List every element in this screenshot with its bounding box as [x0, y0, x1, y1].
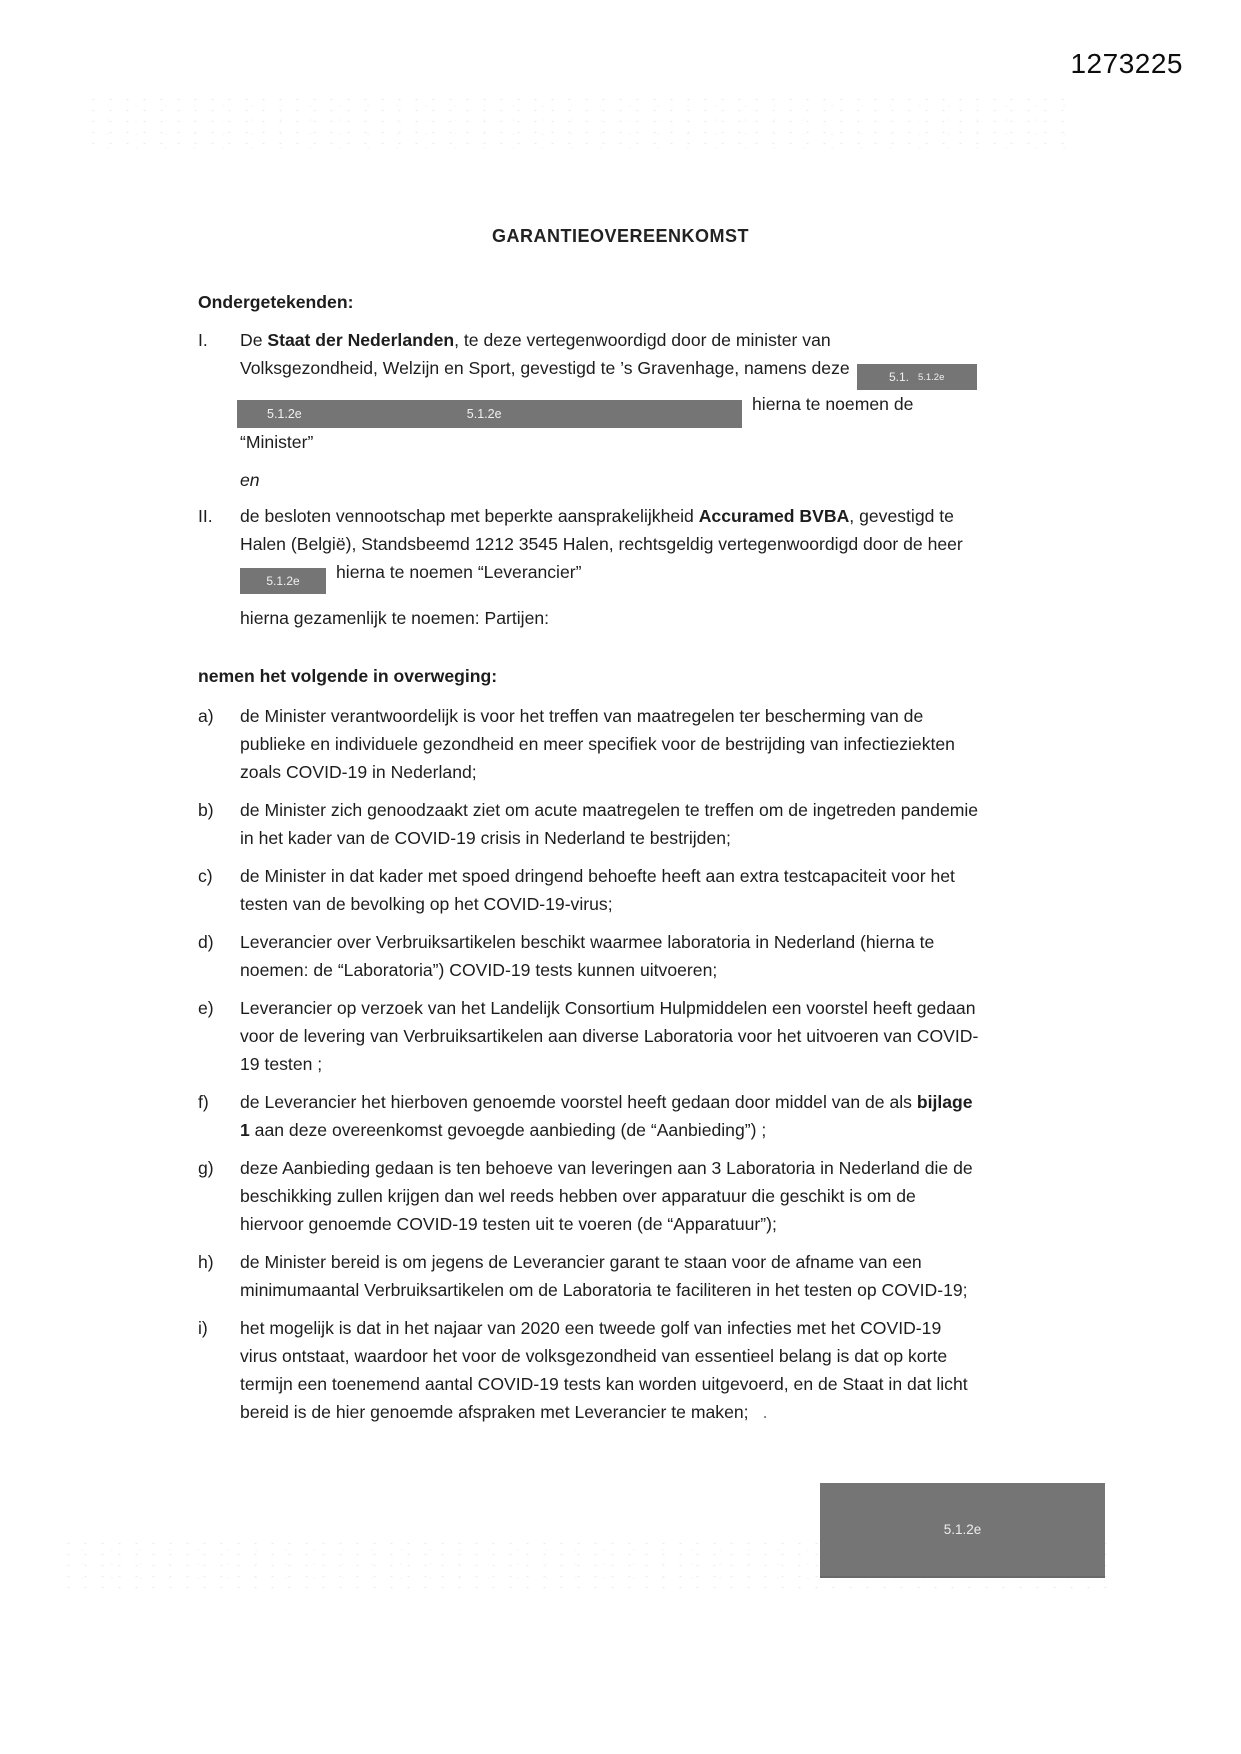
- consideration-text: [240, 796, 980, 852]
- consideration-marker: f): [198, 1092, 209, 1112]
- redaction-label: 5.1.2e: [943, 1522, 982, 1537]
- redaction-box-bar: [237, 400, 742, 428]
- party-2: [198, 502, 980, 594]
- party-2-line-2-text: Halen (België), Standsbeemd 1212 3545 Halen, rechtsgeldig vertegenwoordigd door de heer: [240, 534, 963, 554]
- consideration-text-pre: het mogelijk is dat in het najaar van 2020 een tweede golf van infecties met het COVID-19 virus ontstaat, waardoor het voor de volksgezondheid van essentieel belang is dat op korte termijn een toenemend aantal COVID-19 tests kan worden uitgevoerd, en de Staat in dat licht bereid is de hier genoemde afspraken met Leverancier te maken;: [240, 1318, 968, 1422]
- redaction-label: 5.1.: [888, 370, 909, 384]
- document-id-number: 1273225: [1070, 48, 1183, 79]
- consideration-marker: e): [198, 998, 214, 1018]
- consideration-item-a: [198, 702, 980, 786]
- redaction-box-large: [820, 1483, 1105, 1578]
- consideration-text-pre: de Leverancier het hierboven genoemde voorstel heeft gedaan door middel van de als: [240, 1092, 917, 1112]
- consideration-text-pre: Leverancier over Verbruiksartikelen beschikt waarmee laboratoria in Nederland (hierna te noemen: de “Laboratoria”) COVID-19 tests kunnen uitvoeren;: [240, 932, 935, 980]
- consideration-item-c: [198, 862, 980, 918]
- consideration-text: [240, 1154, 980, 1238]
- party-1: [198, 326, 980, 456]
- consideration-item-g: [198, 1154, 980, 1238]
- consideration-text: [240, 862, 980, 918]
- party-1-line-2-text: Volksgezondheid, Welzijn en Sport, gevestigd te ’s Gravenhage, namens deze: [240, 358, 850, 378]
- consideration-text: [240, 1088, 980, 1144]
- consideration-item-e: [198, 994, 980, 1078]
- consideration-text: [240, 1248, 980, 1304]
- party-2-line-1: [240, 502, 980, 530]
- party-2-name-bold: Accuramed BVBA: [698, 506, 850, 526]
- consideration-marker: b): [198, 800, 214, 820]
- consideration-item-i: [198, 1314, 980, 1426]
- party-1-line-4: [240, 428, 980, 456]
- party-1-line-2: [240, 354, 980, 390]
- consideration-text-bold: bijlage 1: [240, 1092, 973, 1140]
- party-1-name-bold: Staat der Nederlanden: [267, 330, 455, 350]
- document-body: [198, 288, 980, 1436]
- consideration-text-pre: de Minister verantwoordelijk is voor het treffen van maatregelen ter bescherming van de publieke en individuele gezondheid en meer specifiek voor de bestrijding van infectieziekten zoals COVID-19 in Nederland;: [240, 706, 955, 782]
- consideration-text-pre: de Minister in dat kader met spoed dringend behoefte heeft aan extra testcapaciteit voor het testen van de bevolking op het COVID-19-virus;: [240, 866, 955, 914]
- party-2-line-3-text: hierna te noemen “Leverancier”: [336, 562, 582, 582]
- party-1-line-1-post: , te deze vertegenwoordigd door de minister van: [454, 330, 831, 350]
- considerations-heading: nemen het volgende in overweging:: [198, 666, 498, 686]
- consideration-item-b: [198, 796, 980, 852]
- consideration-text-pre: de Minister bereid is om jegens de Leverancier garant te staan voor de afname van een minimumaantal Verbruiksartikelen om de Laboratoria te faciliteren in het testen op COVID-19;: [240, 1252, 968, 1300]
- consideration-marker: h): [198, 1252, 214, 1272]
- page-title: GARANTIEOVEREENKOMST: [491, 226, 750, 246]
- redaction-box-inline: [857, 364, 977, 390]
- party-2-line-2: [240, 530, 980, 558]
- consideration-marker: d): [198, 932, 214, 952]
- parties-closing-line: hierna gezamenlijk te noemen: Partijen:: [240, 608, 550, 628]
- minister-term: “Minister”: [240, 432, 314, 452]
- consideration-text-pre: deze Aanbieding gedaan is ten behoeve van leveringen aan 3 Laboratoria in Nederland die de beschikking zullen krijgen dan wel reeds hebben over apparatuur die geschikt is om de hiervoor genoemde COVID-19 testen uit te voeren (de “Apparatuur”);: [240, 1158, 973, 1234]
- party-1-marker: I.: [198, 330, 208, 350]
- redaction-label: 5.1.2e: [917, 371, 945, 383]
- scan-artifact-dot: .: [762, 1402, 768, 1422]
- party-2-line-3: [240, 558, 980, 594]
- consideration-text-pre: Leverancier op verzoek van het Landelijk Consortium Hulpmiddelen een voorstel heeft gedaan voor de levering van Verbruiksartikelen aan diverse Laboratoria voor het uitvoeren van COVID-19 testen ;: [240, 998, 979, 1074]
- consideration-marker: g): [198, 1158, 214, 1178]
- consideration-item-f: [198, 1088, 980, 1144]
- redaction-label: 5.1.2e: [466, 407, 502, 421]
- party-2-text: [240, 502, 980, 594]
- consideration-item-d: [198, 928, 980, 984]
- party-1-line-1-pre: De: [240, 330, 268, 350]
- scan-noise-band-top: [85, 94, 1066, 152]
- party-1-line-1: [240, 326, 980, 354]
- connector-en: en: [240, 470, 260, 490]
- consideration-text: [240, 994, 980, 1078]
- redaction-label: 5.1.2e: [266, 574, 300, 588]
- party-2-marker: II.: [198, 506, 213, 526]
- consideration-marker: c): [198, 866, 213, 886]
- consideration-text-pre: de Minister zich genoodzaakt ziet om acute maatregelen te treffen om de ingetreden pandemie in het kader van de COVID-19 crisis in Nederland te bestrijden;: [240, 800, 979, 848]
- consideration-marker: a): [198, 706, 214, 726]
- party-1-line-3: [240, 390, 980, 428]
- party-2-line-1-pre: de besloten vennootschap met beperkte aansprakelijkheid: [240, 506, 699, 526]
- party-1-text: [240, 326, 980, 456]
- party-2-line-1-post: , gevestigd te: [849, 506, 954, 526]
- consideration-text: [240, 928, 980, 984]
- redaction-box-small: [240, 568, 326, 594]
- consideration-text: [240, 1314, 980, 1426]
- signatories-heading: Ondergetekenden:: [198, 292, 354, 312]
- consideration-marker: i): [198, 1318, 208, 1338]
- consideration-item-h: [198, 1248, 980, 1304]
- consideration-text: [240, 702, 980, 786]
- party-1-line-3-text: hierna te noemen de: [752, 394, 914, 414]
- redaction-label: 5.1.2e: [267, 407, 302, 421]
- consideration-text-post: aan deze overeenkomst gevoegde aanbieding (de “Aanbieding”) ;: [249, 1120, 767, 1140]
